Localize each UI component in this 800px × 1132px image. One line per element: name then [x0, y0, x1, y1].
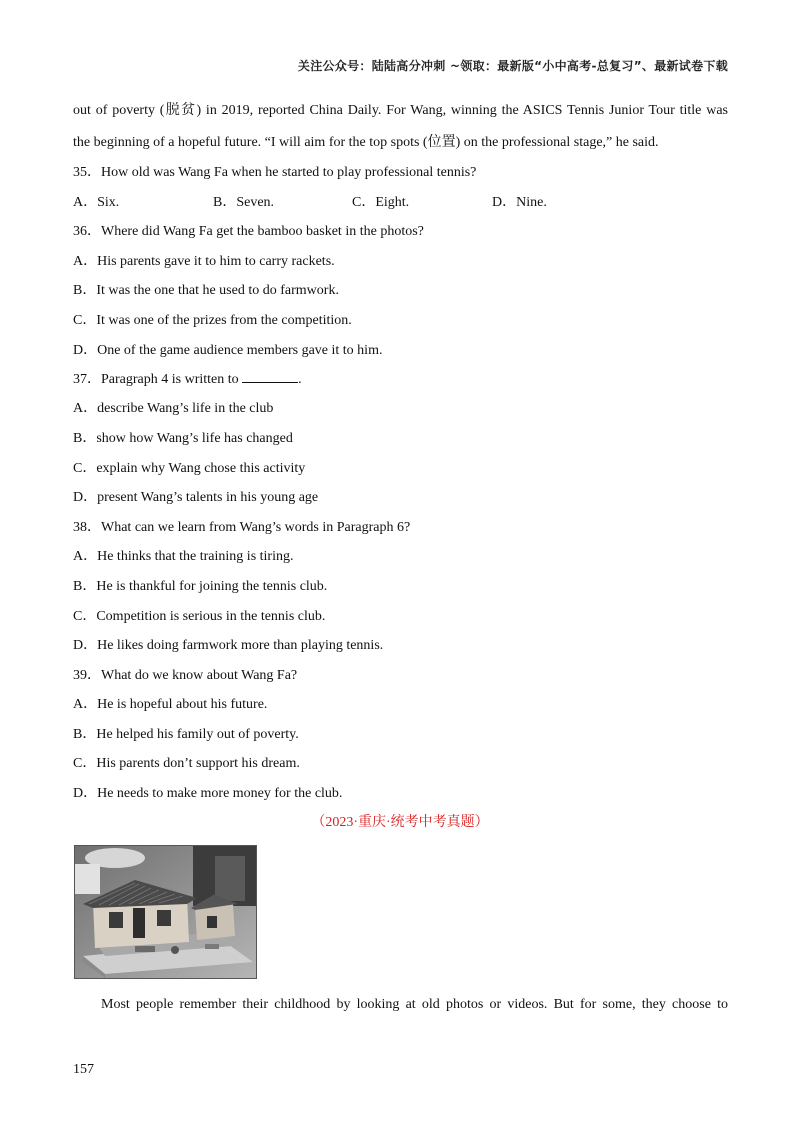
page-number: 157 [73, 1062, 94, 1077]
question-stem: 36．Where did Wang Fa get the bamboo basket in the photos? [73, 224, 424, 239]
answer-option: D．present Wang’s talents in his young age [73, 490, 319, 505]
answer-option: C．Eight. [352, 195, 410, 210]
answer-option: C．It was one of the prizes from the competition. [73, 313, 352, 328]
answer-option: C．Competition is serious in the tennis club. [73, 609, 326, 624]
answer-option: A．describe Wang’s life in the club [73, 401, 274, 416]
answer-option: B．He helped his family out of poverty. [73, 727, 299, 742]
answer-option: B．He is thankful for joining the tennis club. [73, 579, 328, 594]
passage-line: the beginning of a hopeful future. “I will aim for the top spots (位置) on the professional stage,” he said. [73, 135, 659, 150]
answer-option: C．His parents don’t support his dream. [73, 756, 300, 771]
passage-line: Most people remember their childhood by looking at old photos or videos. But for some, they choose to [101, 997, 728, 1012]
question-stem-text: 37．Paragraph 4 is written to [73, 372, 239, 387]
answer-option: B．Seven. [213, 195, 275, 210]
answer-option: D．He likes doing farmwork more than playing tennis. [73, 638, 384, 653]
answer-option: A．Six. [73, 195, 120, 210]
answer-blank [242, 370, 298, 383]
answer-option: A．He thinks that the training is tiring. [73, 549, 294, 564]
question-stem-end: . [298, 372, 302, 387]
answer-option: A．His parents gave it to him to carry rackets. [73, 254, 335, 269]
question-stem: 38．What can we learn from Wang’s words in Paragraph 6? [73, 520, 411, 535]
question-stem: 35．How old was Wang Fa when he started to play professional tennis? [73, 165, 477, 180]
question-stem: 39．What do we know about Wang Fa? [73, 668, 298, 683]
page-header: 关注公众号：陆陆高分冲刺 ~领取：最新版“小中高考-总复习”、最新试卷下载 [297, 59, 728, 73]
answer-option: D．Nine. [492, 195, 547, 210]
passage-line: out of poverty (脱贫) in 2019, reported China Daily. For Wang, winning the ASICS Tennis Junior Tour title was [73, 103, 728, 118]
question-stem [73, 368, 302, 388]
answer-option: D．He needs to make more money for the club. [73, 786, 343, 801]
model-house-photo [74, 845, 257, 979]
answer-option: B．show how Wang’s life has changed [73, 431, 293, 446]
source-label: （2023·重庆·统考中考真题） [311, 815, 489, 830]
answer-option: A．He is hopeful about his future. [73, 697, 268, 712]
answer-option: B．It was the one that he used to do farmwork. [73, 283, 339, 298]
answer-option: D．One of the game audience members gave it to him. [73, 343, 383, 358]
answer-option: C．explain why Wang chose this activity [73, 461, 306, 476]
